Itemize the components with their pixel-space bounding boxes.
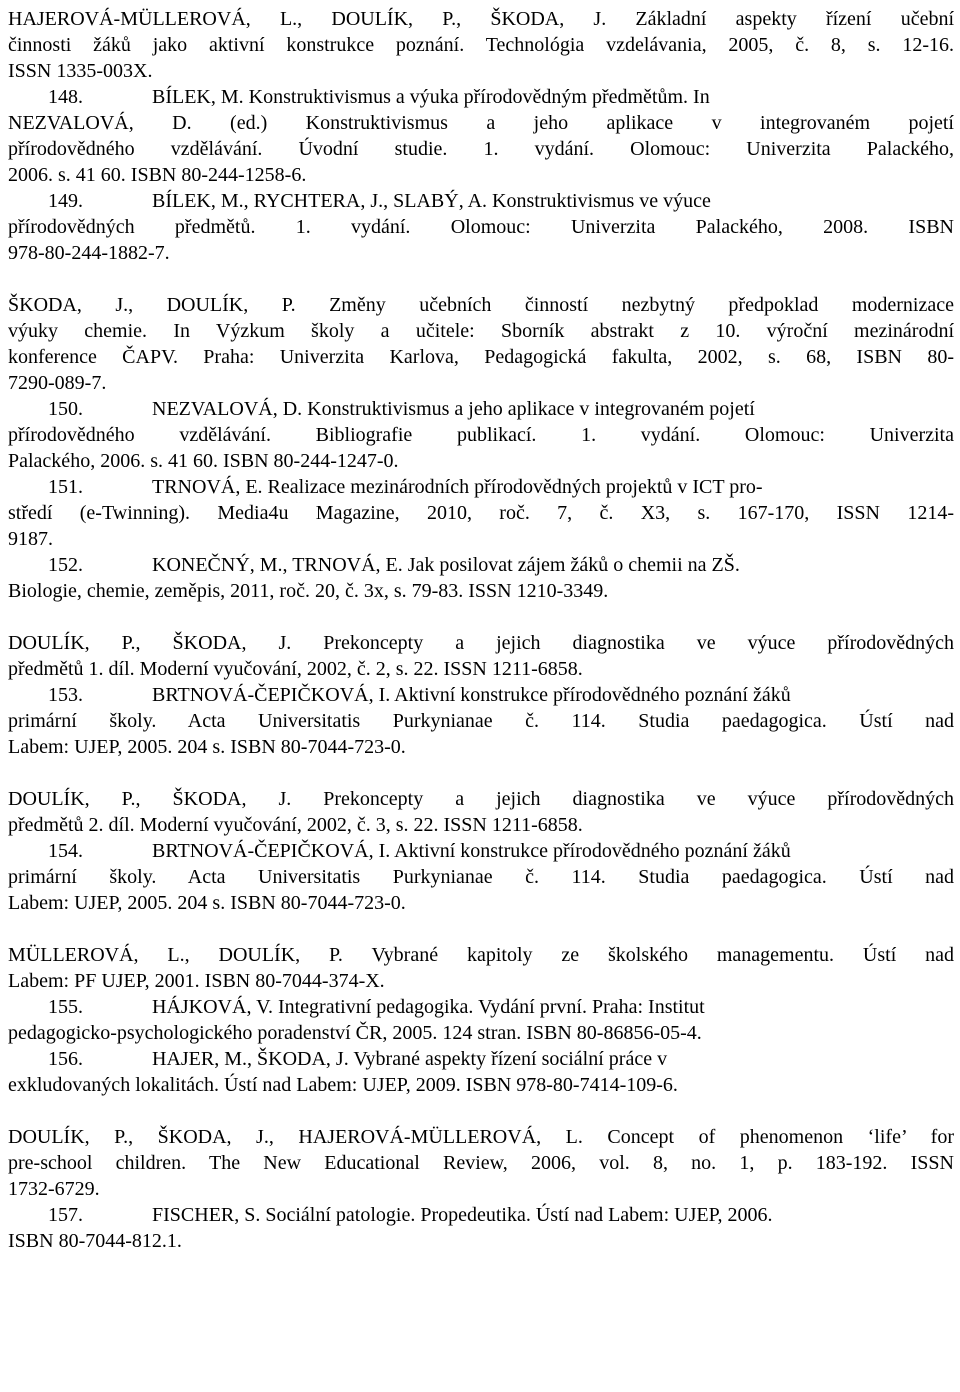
reference-number: 155. xyxy=(48,996,83,1018)
reference-number: 157. xyxy=(48,1204,83,1226)
reference-entry xyxy=(8,1124,954,1254)
numbered-reference-first-line xyxy=(8,84,954,110)
reference-number: 151. xyxy=(48,476,83,498)
reference-line: DOULÍK, P., ŠKODA, J. Prekoncepty a jejich diagnostika ve výuce přírodovědných xyxy=(8,788,954,810)
reference-text: BRTNOVÁ-ČEPIČKOVÁ, I. Aktivní konstrukce přírodovědného poznání žáků xyxy=(152,684,791,706)
numbered-reference-first-line xyxy=(8,188,954,214)
entry-gap xyxy=(8,266,954,292)
reference-text: HAJER, M., ŠKODA, J. Vybrané aspekty řízení sociální práce v xyxy=(152,1048,668,1070)
numbered-reference-line: přírodovědného vzdělávání. Bibliografie publikací. 1. vydání. Olomouc: Univerzita xyxy=(8,424,954,446)
reference-number: 156. xyxy=(48,1048,83,1070)
numbered-reference-line: pedagogicko-psychologického poradenství ČR, 2005. 124 stran. ISBN 80-86856-05-4. xyxy=(8,1022,702,1044)
reference-line: konference ČAPV. Praha: Univerzita Karlova, Pedagogická fakulta, 2002, s. 68, ISBN 80- xyxy=(8,346,954,368)
reference-line: Labem: PF UJEP, 2001. ISBN 80-7044-374-X. xyxy=(8,970,385,992)
numbered-reference-line: Palackého, 2006. s. 41 60. ISBN 80-244-1247-0. xyxy=(8,450,399,472)
reference-text: BÍLEK, M., RYCHTERA, J., SLABÝ, A. Konstruktivismus ve výuce xyxy=(152,190,711,212)
reference-text: BRTNOVÁ-ČEPIČKOVÁ, I. Aktivní konstrukce přírodovědného poznání žáků xyxy=(152,840,791,862)
reference-line: předmětů 2. díl. Moderní vyučování, 2002, č. 3, s. 22. ISSN 1211-6858. xyxy=(8,814,583,836)
numbered-reference-line: ISBN 80-7044-812.1. xyxy=(8,1230,182,1252)
numbered-reference-line: středí (e-Twinning). Media4u Magazine, 2010, roč. 7, č. X3, s. 167-170, ISSN 1214- xyxy=(8,502,954,524)
reference-entry xyxy=(8,6,954,266)
reference-number: 150. xyxy=(48,398,83,420)
reference-text: BÍLEK, M. Konstruktivismus a výuka přírodovědným předmětům. In xyxy=(152,86,710,108)
reference-number: 154. xyxy=(48,840,83,862)
reference-line: ISSN 1335-003X. xyxy=(8,60,153,82)
numbered-reference-line: přírodovědných předmětů. 1. vydání. Olomouc: Univerzita Palackého, 2008. ISBN xyxy=(8,216,954,238)
numbered-reference-line: Labem: UJEP, 2005. 204 s. ISBN 80-7044-723-0. xyxy=(8,736,406,758)
reference-line: činnosti žáků jako aktivní konstrukce poznání. Technológia vzdelávania, 2005, č. 8, s. 12-16. xyxy=(8,34,954,56)
reference-line: HAJEROVÁ-MÜLLEROVÁ, L., DOULÍK, P., ŠKODA, J. Základní aspekty řízení učební xyxy=(8,8,954,30)
reference-line: MÜLLEROVÁ, L., DOULÍK, P. Vybrané kapitoly ze školského managementu. Ústí nad xyxy=(8,944,954,966)
reference-text: TRNOVÁ, E. Realizace mezinárodních přírodovědných projektů v ICT pro- xyxy=(152,476,763,498)
numbered-reference-first-line xyxy=(8,1202,954,1228)
reference-entry xyxy=(8,942,954,1098)
numbered-reference-first-line xyxy=(8,994,954,1020)
numbered-reference-line: Labem: UJEP, 2005. 204 s. ISBN 80-7044-723-0. xyxy=(8,892,406,914)
numbered-reference-line: Biologie, chemie, zeměpis, 2011, roč. 20, č. 3x, s. 79-83. ISSN 1210-3349. xyxy=(8,580,609,602)
numbered-reference-line: NEZVALOVÁ, D. (ed.) Konstruktivismus a jeho aplikace v integrovaném pojetí xyxy=(8,112,954,134)
numbered-reference-first-line xyxy=(8,838,954,864)
numbered-reference-line: 9187. xyxy=(8,528,53,550)
numbered-reference-first-line xyxy=(8,1046,954,1072)
entry-gap xyxy=(8,1098,954,1124)
numbered-reference-first-line xyxy=(8,682,954,708)
reference-text: FISCHER, S. Sociální patologie. Propedeutika. Ústí nad Labem: UJEP, 2006. xyxy=(152,1204,773,1226)
reference-number: 149. xyxy=(48,190,83,212)
reference-text: KONEČNÝ, M., TRNOVÁ, E. Jak posilovat zájem žáků o chemii na ZŠ. xyxy=(152,554,740,576)
reference-line: 7290-089-7. xyxy=(8,372,107,394)
reference-number: 148. xyxy=(48,86,83,108)
reference-number: 153. xyxy=(48,684,83,706)
numbered-reference-first-line xyxy=(8,396,954,422)
reference-entry xyxy=(8,786,954,916)
numbered-reference-line: primární školy. Acta Universitatis Purkynianae č. 114. Studia paedagogica. Ústí nad xyxy=(8,866,954,888)
numbered-reference-line: přírodovědného vzdělávání. Úvodní studie. 1. vydání. Olomouc: Univerzita Palackého, xyxy=(8,138,954,160)
entry-gap xyxy=(8,760,954,786)
numbered-reference-first-line xyxy=(8,552,954,578)
reference-line: DOULÍK, P., ŠKODA, J., HAJEROVÁ-MÜLLEROVÁ, L. Concept of phenomenon ‘life’ for xyxy=(8,1126,954,1148)
reference-line: 1732-6729. xyxy=(8,1178,100,1200)
reference-line: ŠKODA, J., DOULÍK, P. Změny učebních činností nezbytný předpoklad modernizace xyxy=(8,294,954,316)
reference-number: 152. xyxy=(48,554,83,576)
reference-entry xyxy=(8,630,954,760)
numbered-reference-line: primární školy. Acta Universitatis Purkynianae č. 114. Studia paedagogica. Ústí nad xyxy=(8,710,954,732)
reference-line: výuky chemie. In Výzkum školy a učitele: Sborník abstrakt z 10. výroční mezinárodní xyxy=(8,320,954,342)
numbered-reference-line: exkludovaných lokalitách. Ústí nad Labem: UJEP, 2009. ISBN 978-80-7414-109-6. xyxy=(8,1074,678,1096)
reference-line: DOULÍK, P., ŠKODA, J. Prekoncepty a jejich diagnostika ve výuce přírodovědných xyxy=(8,632,954,654)
reference-line: předmětů 1. díl. Moderní vyučování, 2002, č. 2, s. 22. ISSN 1211-6858. xyxy=(8,658,583,680)
reference-text: NEZVALOVÁ, D. Konstruktivismus a jeho aplikace v integrovaném pojetí xyxy=(152,398,755,420)
entry-gap xyxy=(8,604,954,630)
numbered-reference-line: 978-80-244-1882-7. xyxy=(8,242,170,264)
numbered-reference-line: 2006. s. 41 60. ISBN 80-244-1258-6. xyxy=(8,164,307,186)
reference-line: pre-school children. The New Educational Review, 2006, vol. 8, no. 1, p. 183-192. ISSN xyxy=(8,1152,954,1174)
reference-text: HÁJKOVÁ, V. Integrativní pedagogika. Vydání první. Praha: Institut xyxy=(152,996,705,1018)
reference-entry xyxy=(8,292,954,604)
entry-gap xyxy=(8,916,954,942)
numbered-reference-first-line xyxy=(8,474,954,500)
